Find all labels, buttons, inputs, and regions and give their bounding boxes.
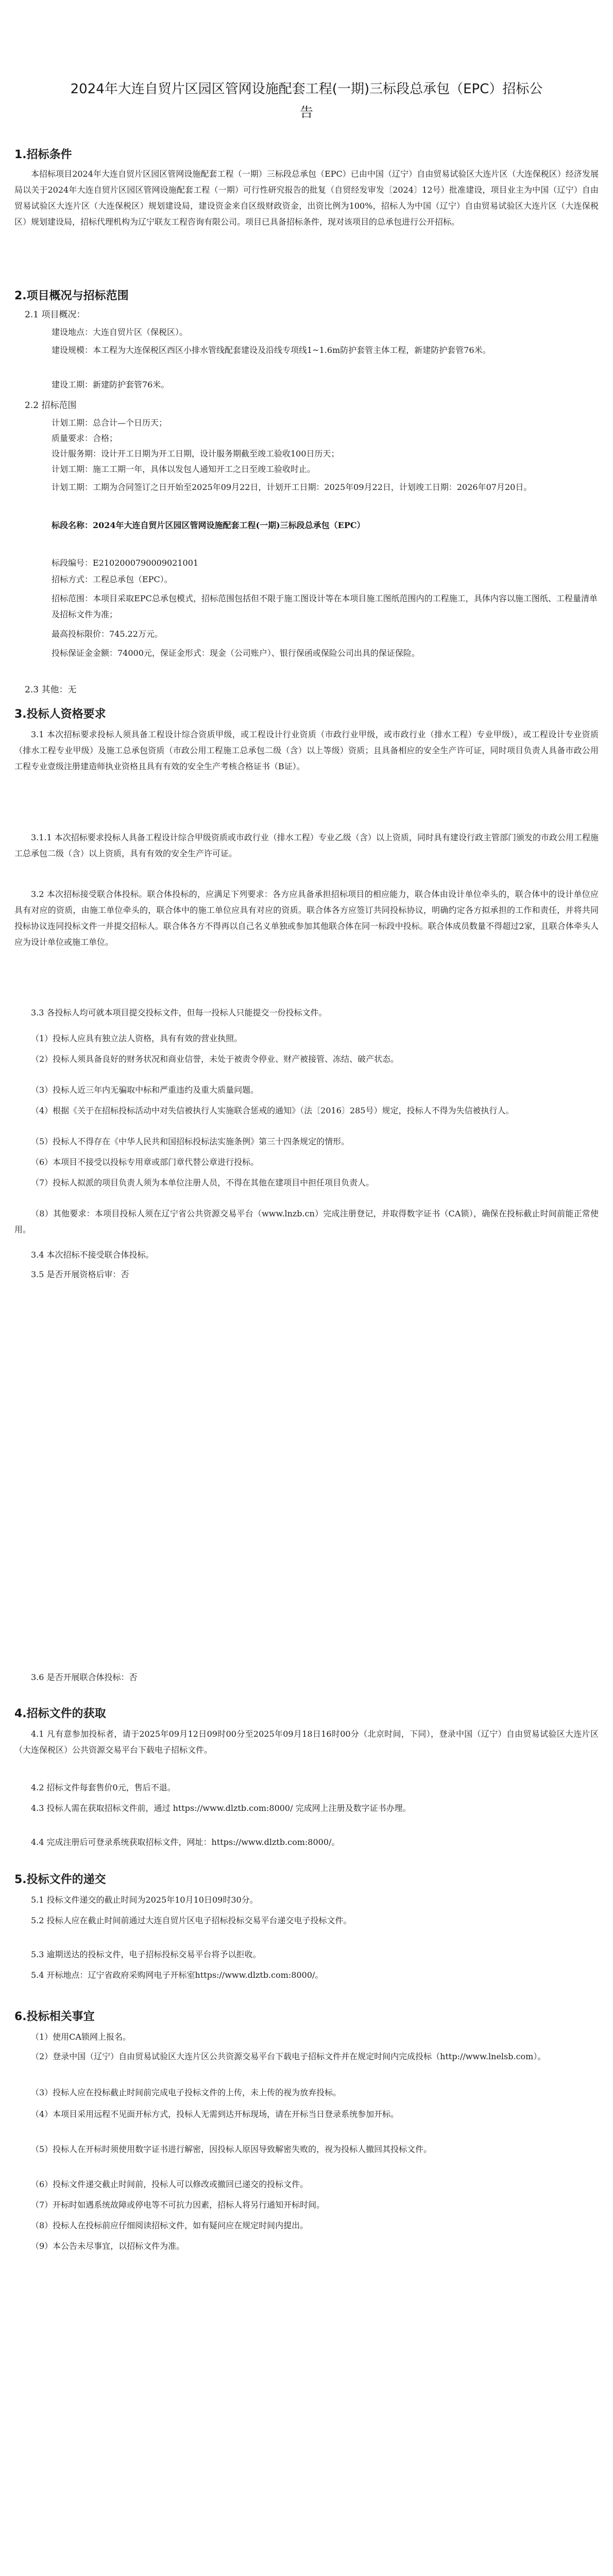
matter-5: （5）投标人在开标时须使用数字证书进行解密，因投标人原因导致解密失败的，视为投标人撤回其投标文件。: [31, 2144, 432, 2154]
matter-3: （3）投标人应在投标截止时间前完成电子投标文件的上传，未上传的视为放弃投标。: [31, 2088, 342, 2097]
req-list-1: （1）投标人应具有独立法人资格，具有有效的营业执照。: [31, 1033, 243, 1043]
matter-7: （7）开标时如遇系统故障或停电等不可抗力因素，招标人将另行通知开标时间。: [31, 2200, 325, 2210]
scale-line: 建设规模：本工程为大连保税区西区小排水管线配套建设及沿线专项线1~1.6m防护套管主体工程，新建防护套管76米。: [52, 345, 491, 355]
submit-5-1: 5.1 投标文件递交的截止时间为2025年10月10日09时30分。: [31, 1895, 258, 1905]
matter-1: （1）使用CA锁网上报名。: [31, 2032, 131, 2042]
doc-4-4: 4.4 完成注册后可登录系统获取招标文件，网址：https://www.dlztb.com:8000/。: [31, 1837, 340, 1847]
location-line: 建设地点：大连自贸片区（保税区）。: [52, 327, 188, 337]
matter-6: （6）投标文件递交截止时间前，投标人可以修改或撤回已递交的投标文件。: [31, 2179, 309, 2189]
tender-scope: 招标范围：本项目采取EPC总承包模式，招标范围包括但不限于施工图设计等在本项目施工图纸范围内的工程施工，具体内容以施工图纸、工程量清单及招标文件为准；: [52, 594, 598, 619]
req-list-3: （3）投标人近三年内无骗取中标和严重违约及重大质量问题。: [31, 1085, 259, 1095]
matter-9: （9）本公告未尽事宜，以招标文件为准。: [31, 2241, 185, 2251]
doc-4-3: 4.3 投标人需在获取招标文件前，通过 https://www.dlztb.com:8000/ 完成网上注册及数字证书办理。: [31, 1803, 411, 1813]
subsection-2-3: 2.3 其他：无: [25, 685, 77, 695]
tender-mode: 招标方式：工程总承包（EPC）。: [52, 574, 173, 584]
req-list-7: （7）投标人拟派的项目负责人须为本单位注册人员，不得在其他在建项目中担任项目负责人。: [31, 1178, 374, 1188]
doc-4-2: 4.2 招标文件每套售价0元，售后不退。: [31, 1783, 176, 1792]
section-1-heading: 1.招标条件: [14, 148, 72, 161]
section-2-heading: 2.项目概况与招标范围: [14, 290, 129, 302]
req-list-5: （5）投标人不得存在《中华人民共和国招标投标法实施条例》第三十四条规定的情形。: [31, 1137, 350, 1146]
title-line-2: 告: [299, 105, 313, 121]
construction-period: 计划工期：施工工期一年，具体以发包人通知开工之日至竣工验收时止。: [52, 464, 316, 474]
matter-4: （4）本项目采用远程不见面开标方式，投标人无需到达开标现场，请在开标当日登录系统参加开标。: [31, 2109, 399, 2119]
subsection-2-2: 2.2 招标范围: [25, 400, 77, 411]
plan-days: 计划工期：总合计—个日历天；: [52, 418, 167, 428]
submit-5-4: 5.4 开标地点：辽宁省政府采购网电子开标室https://www.dlztb.com:8000/。: [31, 1970, 323, 1980]
req-3-4: 3.4 本次招标不接受联合体投标。: [31, 1250, 154, 1260]
req-list-8: （8）其他要求：本项目投标人须在辽宁省公共资源交易平台（www.lnzb.cn）完成注册登记，并取得数字证书（CA锁），确保在投标截止时间前能正常使用。: [14, 1209, 599, 1234]
submit-5-2: 5.2 投标人应在截止时间前通过大连自贸片区电子招标投标交易平台递交电子投标文件。: [31, 1916, 352, 1925]
req-list-6: （6）本项目不接受以投标专用章或部门章代替公章进行投标。: [31, 1157, 259, 1167]
quality: 质量要求：合格；: [52, 433, 118, 443]
req-3-5: 3.5 是否开展资格后审：否: [31, 1269, 129, 1279]
lot-name: 标段名称：2024年大连自贸片区园区管网设施配套工程(一期)三标段总承包（EPC）: [52, 520, 365, 530]
req-3-1: 3.1 本次招标要求投标人须具备工程设计综合资质甲级，或工程设计行业资质（市政行业甲级，或市政行业（排水工程）专业甲级），或工程设计专业资质（排水工程专业甲级）及施工总承包资质（市政公用工程施工总承包二级（含）以上等级）资质；且具备相应的安全生产许可证，同时项目负责人具备市政公用工程专业壹级注册建造师执业资格且具有有效的安全生产考核合格证书（B证）。: [14, 730, 599, 771]
max-price: 最高投标限价：745.22万元。: [52, 629, 163, 639]
lot-code: 标段编号：E2102000790009021001: [52, 558, 199, 568]
req-3-1-1: 3.1.1 本次招标要求投标人具备工程设计综合甲级资质或市政行业（排水工程）专业乙级（含）以上资质，同时具有建设行政主管部门颁发的市政公用工程施工总承包二级（含）以上资质，具有有效的安全生产许可证。: [14, 833, 599, 858]
subsection-2-1: 2.1 项目概况：: [25, 310, 86, 320]
bid-deposit: 投标保证金金额：74000元，保证金形式：现金（公司账户）、银行保函或保险公司出具的保证保险。: [52, 648, 420, 658]
announcement-title: [21, 77, 592, 125]
req-list-2: （2）投标人须具备良好的财务状况和商业信誉，未处于被责令停业、财产被接管、冻结、破产状态。: [31, 1054, 399, 1064]
req-list-4: （4）根据《关于在招标投标活动中对失信被执行人实施联合惩戒的通知》（法〔2016〕285号）规定，投标人不得为失信被执行人。: [31, 1106, 514, 1115]
section-4-heading: 4.招标文件的获取: [14, 1707, 106, 1720]
section-5-heading: 5.投标文件的递交: [14, 1873, 106, 1886]
section-3-heading: 3.投标人资格要求: [14, 708, 106, 721]
matter-2: （2）登录中国（辽宁）自由贸易试验区大连片区公共资源交易平台下载电子招标文件并在规定时间内完成投标（http://www.lnelsb.com）。: [31, 2052, 546, 2061]
service-period: 计划工期：工期为合同签订之日开始至2025年09月22日，计划开工日期：2025年09月22日，计划竣工日期：2026年07月20日。: [52, 482, 532, 492]
design-period: 设计服务期：设计开工日期为开工日期，设计服务期截至竣工验收100日历天；: [52, 449, 339, 459]
submit-5-3: 5.3 逾期送达的投标文件，电子招标投标交易平台将予以拒收。: [31, 1950, 261, 1959]
req-3-6: 3.6 是否开展联合体投标：否: [31, 1672, 138, 1682]
title-line-1: 2024年大连自贸片区园区管网设施配套工程(一期)三标段总承包（EPC）招标公: [70, 81, 543, 97]
matter-8: （8）投标人在投标前应仔细阅读招标文件，如有疑问应在规定时间内提出。: [31, 2221, 309, 2230]
section-1-text: 本招标项目2024年大连自贸片区园区管网设施配套工程（一期）三标段总承包（EPC）已由中国（辽宁）自由贸易试验区大连片区（大连保税区）经济发展局以关于2024年大连自贸片区园区管网设施配套工程（一期）可行性研究报告的批复（自贸经发审发〔2024〕12号）批准建设，项目业主为中国（辽宁）自由贸易试验区大连片区（大连保税区）规划建设局，建设资金来自区级财政资金，出资比例为100%，招标人为中国（辽宁）自由贸易试验区大连片区（大连保税区）规划建设局，招标代理机构为辽宁联友工程咨询有限公司。项目已具备招标条件，现对该项目的总承包进行公开招标。: [14, 169, 599, 227]
section-6-heading: 6.投标相关事宜: [14, 2010, 95, 2023]
req-3-3: 3.3 各投标人均可就本项目提交投标文件，但每一投标人只能提交一份投标文件。: [31, 1008, 327, 1018]
doc-4-1: 4.1 凡有意参加投标者，请于2025年09月12日09时00分至2025年09月18日16时00分（北京时间，下同），登录中国（辽宁）自由贸易试验区大连片区（大连保税区）公共资源交易平台下载电子招标文件。: [14, 1729, 599, 1755]
scale-note: 建设工期：新建防护套管76米。: [52, 380, 169, 389]
req-3-2: 3.2 本次招标接受联合体投标。联合体投标的，应满足下列要求：各方应具备承担招标项目的相应能力，联合体由设计单位牵头的，联合体中的设计单位应具有对应的资质，由施工单位牵头的，联合体中的施工单位应具有对应的资质。联合体各方应签订共同投标协议，明确约定各方拟承担的工作和责任，并将共同投标协议连同投标文件一并提交招标人。联合体各方不得再以自己名义单独或参加其他联合体在同一标段中投标。联合体成员数量不得超过2家，且联合体牵头人应为设计单位或施工单位。: [14, 889, 599, 947]
